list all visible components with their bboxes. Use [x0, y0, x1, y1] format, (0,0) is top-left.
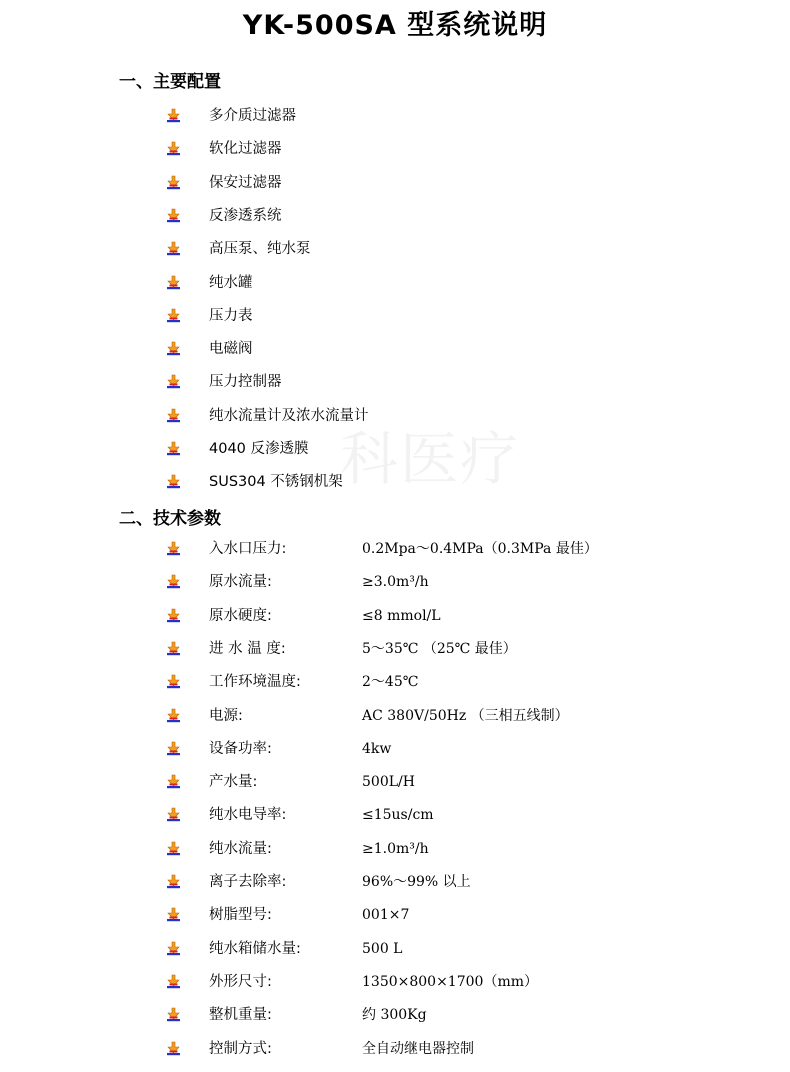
list-item — [166, 538, 766, 560]
list-item — [166, 238, 766, 260]
item-value: ≤15us/cm — [362, 807, 434, 823]
list-item — [166, 605, 766, 627]
item-label: 软化过滤器 — [209, 141, 282, 157]
item-value: 1350×800×1700（mm） — [362, 974, 538, 990]
list-item — [166, 405, 766, 427]
list-item — [166, 638, 766, 660]
arrow-bullet-icon — [166, 408, 181, 423]
arrow-bullet-icon — [166, 308, 181, 323]
item-value: 96%～99% 以上 — [362, 874, 471, 890]
list-item — [166, 904, 766, 926]
item-label: 离子去除率: — [209, 874, 287, 890]
section-heading: 一、主要配置 — [119, 72, 221, 92]
arrow-bullet-icon — [166, 741, 181, 756]
item-value: 2～45℃ — [362, 674, 419, 690]
item-value: 001×7 — [362, 907, 410, 923]
arrow-bullet-icon — [166, 108, 181, 123]
list-item — [166, 738, 766, 760]
item-label: 高压泵、纯水泵 — [209, 241, 311, 257]
arrow-bullet-icon — [166, 275, 181, 290]
list-item — [166, 272, 766, 294]
item-label: 设备功率: — [209, 741, 272, 757]
item-label: 电磁阀 — [209, 341, 253, 357]
arrow-bullet-icon — [166, 674, 181, 689]
list-item — [166, 1038, 766, 1060]
section-heading: 二、技术参数 — [119, 509, 221, 529]
arrow-bullet-icon — [166, 974, 181, 989]
arrow-bullet-icon — [166, 1007, 181, 1022]
list-item — [166, 938, 766, 960]
item-label: 工作环境温度: — [209, 674, 301, 690]
arrow-bullet-icon — [166, 175, 181, 190]
item-label: 入水口压力: — [209, 541, 287, 557]
list-item — [166, 471, 766, 493]
arrow-bullet-icon — [166, 874, 181, 889]
item-label: 纯水流量: — [209, 841, 272, 857]
item-value: ≤8 mmol/L — [362, 608, 441, 624]
arrow-bullet-icon — [166, 541, 181, 556]
item-value: 0.2Mpa～0.4MPa（0.3MPa 最佳） — [362, 541, 598, 557]
arrow-bullet-icon — [166, 474, 181, 489]
item-value: ≥1.0m³/h — [362, 841, 429, 857]
item-label: 纯水箱储水量: — [209, 941, 301, 957]
item-value: 5～35℃ （25℃ 最佳） — [362, 641, 517, 657]
item-label: 保安过滤器 — [209, 175, 282, 191]
item-label: 原水流量: — [209, 574, 272, 590]
item-label: SUS304 不锈钢机架 — [209, 474, 343, 490]
item-label: 纯水电导率: — [209, 807, 287, 823]
arrow-bullet-icon — [166, 241, 181, 256]
arrow-bullet-icon — [166, 708, 181, 723]
arrow-bullet-icon — [166, 907, 181, 922]
item-label: 纯水罐 — [209, 275, 253, 291]
item-label: 整机重量: — [209, 1007, 272, 1023]
item-value: AC 380V/50Hz （三相五线制） — [362, 708, 569, 724]
item-value: 全自动继电器控制 — [362, 1041, 474, 1057]
arrow-bullet-icon — [166, 374, 181, 389]
arrow-bullet-icon — [166, 941, 181, 956]
list-item — [166, 804, 766, 826]
list-item — [166, 371, 766, 393]
arrow-bullet-icon — [166, 841, 181, 856]
item-value: 500L/H — [362, 774, 415, 790]
list-item — [166, 105, 766, 127]
arrow-bullet-icon — [166, 774, 181, 789]
watermark: 科医疗 — [340, 425, 521, 493]
list-item — [166, 771, 766, 793]
arrow-bullet-icon — [166, 608, 181, 623]
arrow-bullet-icon — [166, 807, 181, 822]
item-value: 500 L — [362, 941, 403, 957]
list-item — [166, 205, 766, 227]
item-value: ≥3.0m³/h — [362, 574, 429, 590]
list-item — [166, 1004, 766, 1026]
item-label: 控制方式: — [209, 1041, 272, 1057]
item-value: 4kw — [362, 741, 392, 757]
item-label: 电源: — [209, 708, 243, 724]
item-label: 产水量: — [209, 774, 258, 790]
item-label: 压力控制器 — [209, 374, 282, 390]
list-item — [166, 971, 766, 993]
list-item — [166, 305, 766, 327]
list-item — [166, 671, 766, 693]
arrow-bullet-icon — [166, 574, 181, 589]
item-label: 多介质过滤器 — [209, 108, 296, 124]
item-label: 纯水流量计及浓水流量计 — [209, 408, 369, 424]
list-item — [166, 838, 766, 860]
list-item — [166, 871, 766, 893]
arrow-bullet-icon — [166, 441, 181, 456]
arrow-bullet-icon — [166, 641, 181, 656]
item-value: 约 300Kg — [362, 1007, 427, 1023]
list-item — [166, 438, 766, 460]
list-item — [166, 338, 766, 360]
item-label: 外形尺寸: — [209, 974, 272, 990]
arrow-bullet-icon — [166, 341, 181, 356]
arrow-bullet-icon — [166, 1041, 181, 1056]
list-item — [166, 172, 766, 194]
item-label: 树脂型号: — [209, 907, 272, 923]
item-label: 原水硬度: — [209, 608, 272, 624]
item-label: 进 水 温 度: — [209, 641, 286, 657]
arrow-bullet-icon — [166, 208, 181, 223]
list-item — [166, 138, 766, 160]
item-label: 反渗透系统 — [209, 208, 282, 224]
arrow-bullet-icon — [166, 141, 181, 156]
list-item — [166, 571, 766, 593]
item-label: 压力表 — [209, 308, 253, 324]
page-title: YK-500SA 型系统说明 — [242, 10, 548, 41]
item-label: 4040 反渗透膜 — [209, 441, 309, 457]
list-item — [166, 705, 766, 727]
